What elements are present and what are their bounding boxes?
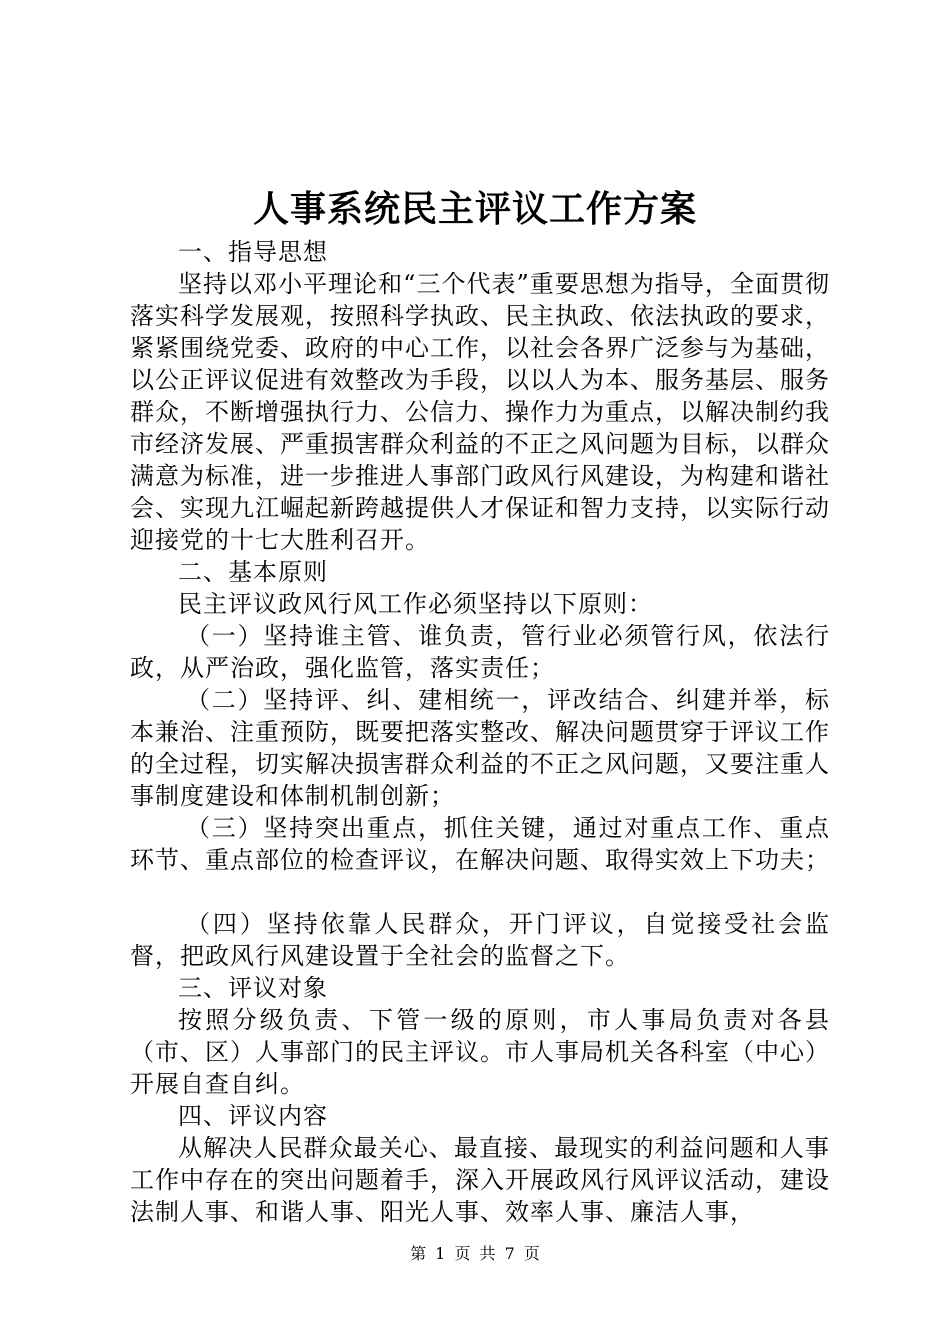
document-body [130,236,830,1228]
principle-item: （一）坚持谁主管、谁负责，管行业必须管行风，依法行政，从严治政，强化监管，落实责任； [130,622,830,682]
paragraph: 从解决人民群众最关心、最直接、最现实的利益问题和人事工作中存在的突出问题着手，深入开展政风行风评议活动，建设法制人事、和谐人事、阳光人事、效率人事、廉洁人事， [130,1134,830,1226]
section-heading: 三、评议对象 [178,974,328,1002]
principle-item: （三）坚持突出重点，抓住关键，通过对重点工作、重点环节、重点部位的检查评议，在解决问题、取得实效上下功夫； [130,814,830,874]
section-heading: 四、评议内容 [178,1102,328,1130]
paragraph: 按照分级负责、下管一级的原则，市人事局负责对各县（市、区）人事部门的民主评议。市人事局机关各科室（中心）开展自查自纠。 [130,1006,830,1098]
document-title: 人事系统民主评议工作方案 [252,188,697,230]
paragraph-gap [130,876,830,908]
paragraph: 民主评议政风行风工作必须坚持以下原则： [178,590,653,618]
paragraph: 坚持以邓小平理论和“三个代表”重要思想为指导，全面贯彻落实科学发展观，按照科学执政、民主执政、依法执政的要求，紧紧围绕党委、政府的中心工作，以社会各界广泛参与为基础，以公正评议促进有效整改为手段，以以人为本、服务基层、服务群众，不断增强执行力、公信力、操作力为重点，以解决制约我市经济发展、严重损害群众利益的不正之风问题为目标，以群众满意为标准，进一步推进人事部门政风行风建设，为构建和谐社会、实现九江崛起新跨越提供人才保证和智力支持，以实际行动迎接党的十七大胜利召开。 [130,270,830,554]
section-heading: 二、基本原则 [178,558,328,586]
section-heading: 一、指导思想 [178,238,328,266]
principle-item: （四）坚持依靠人民群众，开门评议，自觉接受社会监督，把政风行风建设置于全社会的监督之下。 [130,910,830,970]
page-footer: 第 1 页 共 7 页 [410,1244,540,1263]
principle-item: （二）坚持评、纠、建相统一，评改结合、纠建并举，标本兼治、注重预防，既要把落实整改、解决问题贯穿于评议工作的全过程，切实解决损害群众利益的不正之风问题，又要注重人事制度建设和体制机制创新； [130,686,830,810]
